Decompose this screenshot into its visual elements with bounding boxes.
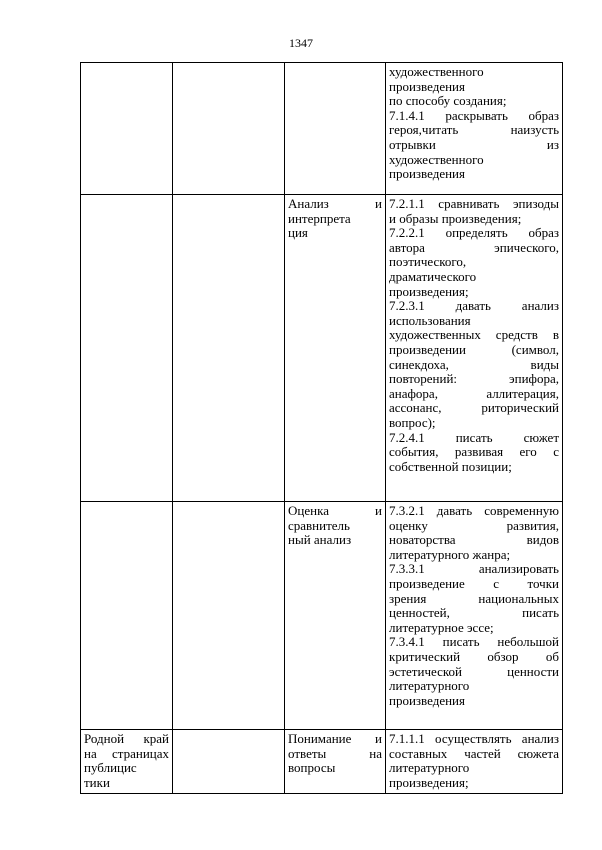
empty-cell [173, 502, 285, 730]
skill-cell [285, 730, 386, 794]
text-line: эстетической ценности [389, 663, 559, 679]
table-row [81, 502, 563, 730]
text-line: автора эпического, [389, 239, 559, 255]
empty-cell [173, 63, 285, 195]
text-line: вопрос); [389, 414, 436, 430]
text-line: произведении (символ, [389, 341, 559, 357]
text-line: тики [84, 774, 110, 790]
text-line: синекдоха, виды [389, 356, 559, 372]
text-line: поэтического, [389, 254, 467, 270]
table-row [81, 195, 563, 502]
text-line: сравнитель [288, 517, 350, 533]
section-cell [81, 502, 173, 730]
text-line: произведения [389, 166, 465, 182]
section-cell [81, 730, 173, 794]
text-line: произведения; [389, 774, 469, 790]
text-line: новаторства видов [389, 532, 559, 548]
text-line: литературного жанра; [389, 546, 511, 562]
text-line: произведения; [389, 283, 469, 299]
text-line: оценку развития, [389, 517, 559, 533]
text-line: 7.2.4.1 писать сюжет [389, 429, 559, 445]
table-row [81, 730, 563, 794]
text-line: ассонанс, риторический [389, 400, 559, 416]
empty-cell [173, 730, 285, 794]
text-line: вопросы [288, 760, 336, 776]
objectives-cell [386, 63, 563, 195]
objectives-cell [386, 195, 563, 502]
text-line: произведения [389, 78, 465, 94]
skill-cell [285, 502, 386, 730]
text-line: 7.3.4.1 писать небольшой [389, 634, 559, 650]
text-line: публицис [84, 760, 137, 776]
objectives-cell [386, 730, 563, 794]
text-line: 7.1.1.1 осуществлять анализ [389, 731, 559, 746]
text-line: повторений: эпифора, [389, 371, 559, 387]
text-line: художественного [389, 151, 484, 167]
text-line: использования [389, 312, 471, 328]
text-line: зрения национальных [389, 590, 559, 606]
empty-cell [173, 195, 285, 502]
objectives-cell [386, 502, 563, 730]
text-line: произведения [389, 692, 465, 708]
text-line: 7.3.3.1 анализировать [389, 561, 559, 577]
text-line: ция [288, 225, 308, 241]
text-line: 7.3.2.1 давать современную [389, 503, 559, 518]
text-line: 7.1.4.1 раскрывать образ [389, 107, 559, 123]
text-line: составных частей сюжета [389, 745, 559, 761]
text-line: героя,читать наизусть [389, 122, 559, 138]
text-line: литературное эссе; [389, 619, 494, 635]
text-line: ный анализ [288, 532, 352, 548]
skill-cell [285, 195, 386, 502]
text-line: художественного [389, 64, 484, 79]
page-number: 1347 [289, 36, 313, 50]
text-line: произведение с точки [389, 575, 559, 591]
text-line: по способу создания; [389, 93, 507, 109]
text-line: Родной край [84, 731, 169, 746]
text-line: события, развивая его с [389, 444, 559, 460]
text-line: ценностей, писать [389, 605, 559, 621]
text-line: собственной позиции; [389, 458, 512, 474]
text-line: 7.2.3.1 давать анализ [389, 298, 559, 314]
text-line: 7.2.1.1 сравнивать эпизоды [389, 196, 559, 211]
text-line: на страницах [84, 745, 169, 761]
text-line: 7.2.2.1 определять образ [389, 225, 559, 241]
text-line: литературного [389, 678, 470, 694]
text-line: Понимание и [288, 731, 382, 746]
skill-cell [285, 63, 386, 195]
table-row [81, 63, 563, 195]
text-line: анафора, аллитерация, [389, 385, 559, 401]
text-line: Оценка и [288, 503, 382, 518]
text-line: и образы произведения; [389, 210, 522, 226]
text-line: критический обзор об [389, 648, 559, 664]
section-cell [81, 195, 173, 502]
text-line: ответы на [288, 745, 382, 761]
text-line: литературного [389, 760, 470, 776]
section-cell [81, 63, 173, 195]
text-line: художественных средств в [389, 327, 559, 343]
text-line: драматического [389, 268, 477, 284]
curriculum-table [80, 62, 563, 794]
text-line: интерпрета [288, 210, 351, 226]
text-line: отрывки из [389, 136, 559, 152]
text-line: Анализ и [288, 196, 382, 211]
